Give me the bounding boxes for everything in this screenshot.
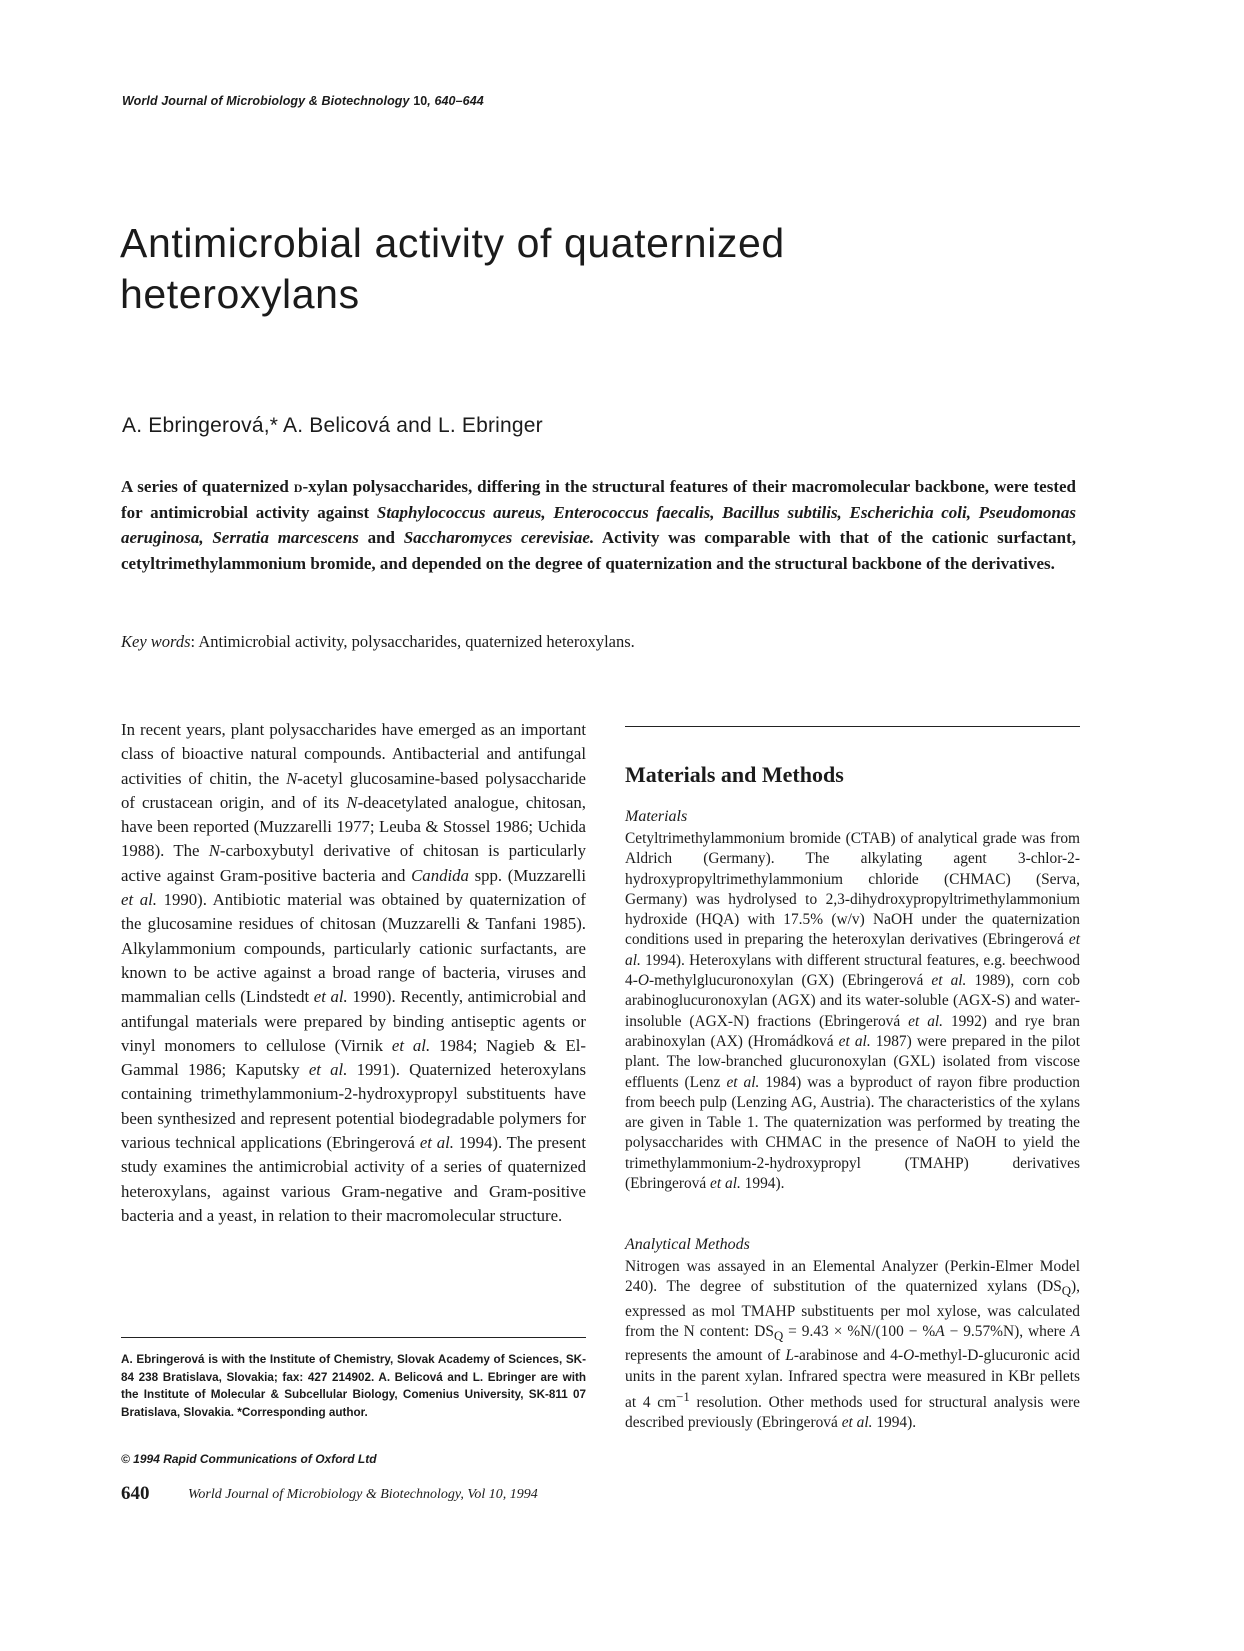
materials-text: Cetyltrimethylammonium bromide (CTAB) of analytical grade was from Aldrich (Germany). The alkylating agent 3-chlor-2-hydroxypropyltrimethylammonium chloride (CHMAC) (Serva, Germany) was hydrolysed to 2,3-dihydroxypropyltrimethylammonium hydroxide (HQA) with 17.5% (w/v) NaOH under the quaternization conditions used in preparing the heteroxylan derivatives (Ebringerová <box>625 830 1080 949</box>
analytical-text: resolution. Other methods used for structural analysis were described previously (Ebringerová <box>625 1394 1080 1432</box>
materials-italic: et al. <box>838 1032 871 1050</box>
title-line-1: Antimicrobial activity of quaternized <box>120 220 785 266</box>
intro-italic: Candida <box>411 865 469 885</box>
intro-text: 1994). The present study examines the antimicrobial activity of a series of quaternized heteroxylans, against various Gram-negative and Gram-positive bacteria and a yeast, in relation to their macromolecular structure. <box>121 1133 586 1225</box>
article-title <box>120 218 1020 320</box>
materials-text: -methylglucuronoxylan (GX) (Ebringerová <box>648 972 932 990</box>
materials-italic: et al. <box>625 931 1080 969</box>
copyright-notice: © 1994 Rapid Communications of Oxford Ltd <box>121 1452 377 1466</box>
intro-text: -acetyl glucosamine-based polysaccharide of crustacean origin, and of its <box>121 768 586 812</box>
running-head <box>122 94 484 108</box>
analytical-superscript: −1 <box>676 1389 690 1404</box>
materials-italic: et al. <box>931 972 967 990</box>
title-line-2: heteroxylans <box>120 271 360 317</box>
section-heading-materials-methods: Materials and Methods <box>625 762 844 787</box>
analytical-text: = 9.43 × %N/(100 − % <box>783 1322 936 1340</box>
running-head-pages: , 640–644 <box>427 94 484 108</box>
running-head-journal: World Journal of Microbiology & Biotechnology <box>122 94 410 108</box>
analytical-italic: et al. <box>841 1414 873 1432</box>
analytical-italic: O <box>903 1347 915 1365</box>
abstract-text: -xylan polysaccharides, differing in the structural features of their macromolecular backbone, were tested for antimicrobial activity against <box>121 477 1076 522</box>
footer-journal-citation: World Journal of Microbiology & Biotechnology, Vol 10, 1994 <box>188 1487 538 1502</box>
abstract <box>121 474 1076 576</box>
analytical-italic: A <box>1070 1322 1080 1340</box>
materials-text: 1989), corn cob arabinoglucuronoxylan (AGX) and its water-soluble (AGX-S) and water-insoluble (AGX-N) fractions (Ebringerová <box>625 972 1081 1030</box>
materials-text: 1994). <box>740 1175 785 1193</box>
intro-italic: et al. <box>308 1060 348 1080</box>
intro-italic: N <box>286 768 298 788</box>
analytical-text: -methyl- <box>914 1347 968 1365</box>
analytical-subscript: Q <box>773 1329 784 1344</box>
analytical-text: -arabinose and 4- <box>793 1347 904 1365</box>
analytical-text: Nitrogen was assayed in an Elemental Analyzer (Perkin-Elmer Model 240). The degree of substitution of the quaternized xylans (DS <box>625 1258 1080 1296</box>
analytical-italic: A <box>935 1322 945 1340</box>
subheading-analytical-methods: Analytical Methods <box>625 1236 750 1253</box>
intro-italic: N <box>208 841 220 861</box>
materials-text: 1994). Heteroxylans with different structural features, e.g. beechwood 4- <box>625 951 1080 990</box>
intro-text: -deacetylated analogue, chitosan, have been reported (Muzzarelli 1977; Leuba & Stossel 1986; Uchida 1988). The <box>121 792 586 861</box>
keywords-label: Key words <box>121 632 191 651</box>
keywords-text: : Antimicrobial activity, polysaccharides, quaternized heteroxylans. <box>190 632 635 651</box>
materials-text: 1987) were prepared in the pilot plant. The low-branched glucuronoxylan (GXL) isolated from viscose effluents (Lenz <box>625 1032 1080 1091</box>
intro-text: 1991). Quaternized heteroxylans containing trimethylammonium-2-hydroxypropyl substituents have been synthesized and represent potential biodegradable polymers for various technical applications (Ebringerová <box>121 1060 587 1153</box>
materials-text: 1984) was a byproduct of rayon fibre production from beech pulp (Lenzing AG, Austria). The characteristics of the xylans are given in Table 1. The quaternization was performed by treating the polysaccharides with CHMAC in the presence of NaOH to yield the trimethylammonium-2-hydroxypropyl (TMAHP) derivatives (Ebringerová <box>625 1073 1080 1193</box>
analytical-text: 1994). <box>872 1414 917 1432</box>
author-list: A. Ebringerová,* A. Belicová and L. Ebringer <box>122 414 543 437</box>
intro-italic: et al. <box>121 890 157 910</box>
analytical-methods-paragraph <box>625 1257 1080 1434</box>
intro-text: In recent years, plant polysaccharides have emerged as an important class of bioactive natural compounds. Antibacterial and antifungal activities of chitin, the <box>121 720 586 788</box>
intro-text: 1990). Recently, antimicrobial and antifungal materials were prepared by binding antiseptic agents or vinyl monomers to cellulose (Virnik <box>121 987 586 1055</box>
intro-text: 1984; Nagieb & El-Gammal 1986; Kaputsky <box>121 1035 586 1080</box>
footnote-divider <box>121 1337 586 1338</box>
abstract-text: Activity was comparable with that of the cationic surfactant, cetyltrimethylammonium bromide, and depended on the degree of quaternization and the structural backbone of the derivatives. <box>121 528 1076 573</box>
intro-text: spp. (Muzzarelli <box>468 865 586 885</box>
abstract-text: d <box>293 477 303 496</box>
intro-text: 1990). Antibiotic material was obtained by quaternization of the glucosamine residues of chitosan (Muzzarelli & Tanfani 1985). Alkylammonium compounds, particularly cationic surfactants, are known to be active against a broad range of bacteria, viruses and mammalian cells (Lindstedt <box>121 890 586 1007</box>
intro-italic: et al. <box>391 1035 431 1055</box>
keywords <box>121 632 635 652</box>
materials-text: 1992) and rye bran arabinoxylan (AX) (Hromádková <box>625 1012 1080 1050</box>
abstract-organism-names: Saccharomyces cerevisiae. <box>403 528 595 547</box>
analytical-subscript: Q <box>1061 1284 1072 1299</box>
abstract-text: A series of quaternized <box>121 477 294 496</box>
affiliation-footnote: A. Ebringerová is with the Institute of Chemistry, Slovak Academy of Sciences, SK-84 238 Bratislava, Slovakia; fax: 427 214902. A. Belicová and L. Ebringer are with the Institute of Molecular & Subcellular Biology, Comenius University, SK-811 07 Bratislava, Slovakia. *Corresponding author. <box>121 1353 586 1419</box>
analytical-text: − 9.57%N), where <box>944 1322 1071 1340</box>
materials-paragraph <box>625 829 1080 1194</box>
section-divider <box>625 726 1080 727</box>
intro-italic: N <box>346 792 358 812</box>
running-head-volume: 10 <box>413 94 428 108</box>
intro-italic: et al. <box>313 987 348 1007</box>
introduction-paragraph <box>121 718 586 1228</box>
analytical-text: ), expressed as mol TMAHP substituents per mol xylose, was calculated from the N content: DS <box>625 1278 1080 1340</box>
materials-italic: O <box>637 972 649 990</box>
abstract-organism-names: Staphylococcus aureus, Enterococcus faecalis, Bacillus subtilis, Escherichia coli, Pseudomonas aeruginosa, Serratia marcescens <box>121 502 1076 547</box>
materials-italic: et al. <box>908 1012 944 1030</box>
analytical-italic: L <box>785 1347 794 1365</box>
analytical-text: -glucuronic acid units in the parent xylan. Infrared spectra were measured in KBr pellets at 4 cm <box>625 1347 1080 1412</box>
materials-italic: et al. <box>710 1175 741 1193</box>
intro-text: -carboxybutyl derivative of chitosan is particularly active against Gram-positive bacteria and <box>121 841 586 885</box>
abstract-text: and <box>358 528 404 547</box>
analytical-text: represents the amount of <box>625 1347 786 1365</box>
page-number: 640 <box>121 1483 150 1504</box>
materials-italic: et al. <box>726 1073 760 1091</box>
subheading-materials: Materials <box>625 808 688 825</box>
analytical-text: D <box>967 1347 979 1365</box>
intro-italic: et al. <box>419 1133 454 1153</box>
